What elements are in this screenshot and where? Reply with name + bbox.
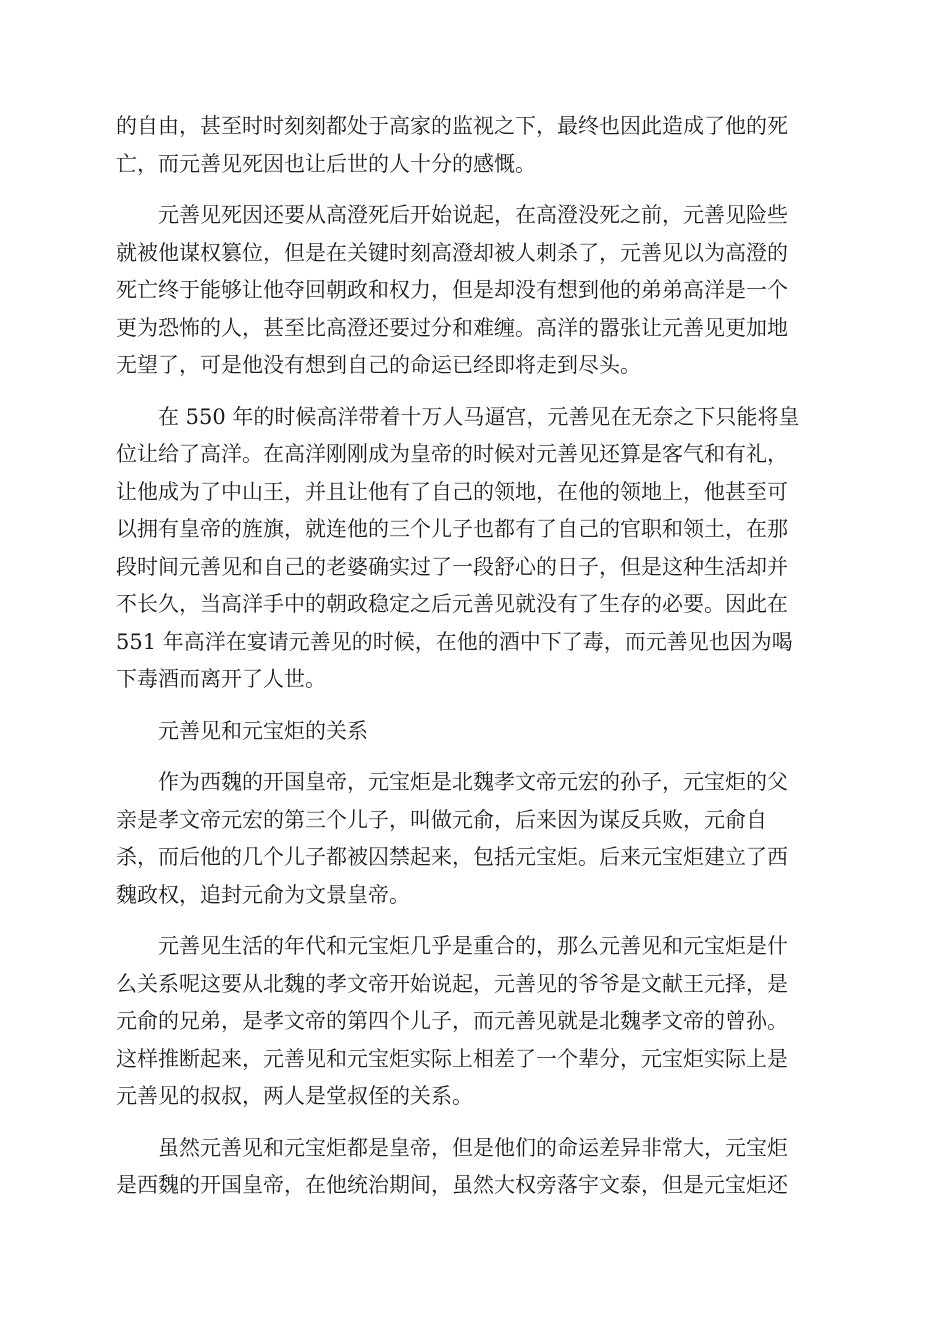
paragraph-gap [116,385,832,399]
text-line: 无望了，可是他没有想到自己的命运已经即将走到尽头。 [116,353,641,377]
paragraph-gap [116,750,832,764]
text-line: 元善见死因还要从高澄死后开始说起，在高澄没死之前，元善见险些 [116,203,788,227]
text-line: 么关系呢这要从北魏的孝文帝开始说起，元善见的爷爷是文献王元择，是 [116,971,788,996]
text-line: 是西魏的开国皇帝，在他统治期间，虽然大权旁落宇文泰，但是元宝炬还 [116,1173,788,1197]
text-line: 亲是孝文帝元宏的第三个儿子，叫做元俞，后来因为谋反兵败，元俞自 [116,807,767,832]
paragraph [116,108,832,183]
paragraph-gap [116,183,832,197]
text-line: 元俞的兄弟，是孝文帝的第四个儿子，而元善见就是北魏孝文帝的曾孙。 [116,1009,788,1033]
text-line: 的自由，甚至时时刻刻都处于高家的监视之下，最终也因此造成了他的死 [116,114,788,138]
text-line: 魏政权，追封元俞为文景皇帝。 [116,882,410,907]
text-line: 位让给了高洋。在高洋刚刚成为皇帝的时候对元善见还算是客气和有礼， [116,442,788,466]
text-line: 元善见生活的年代和元宝炬几乎是重合的，那么元善见和元宝炬是什 [116,934,788,958]
paragraph-gap [116,699,832,713]
text-line: 元善见的叔叔，两人是堂叔侄的关系。 [116,1084,473,1108]
text-line: 551 年高洋在宴请元善见的时候，在他的酒中下了毒，而元善见也因为喝 [116,629,793,654]
text-line: 下毒酒而离开了人世。 [116,667,326,691]
section-heading [116,713,832,751]
text-line: 亡，而元善见死因也让后世的人十分的感慨。 [116,151,536,176]
text-line: 在 550 年的时候高洋带着十万人马逼宫，元善见在无奈之下只能将皇 [116,404,800,429]
text-line: 这样推断起来，元善见和元宝炬实际上相差了一个辈分，元宝炬实际上是 [116,1046,788,1071]
paragraph [116,399,832,699]
text-line: 就被他谋权篡位，但是在关键时刻高澄却被人刺杀了，元善见以为高澄的 [116,240,788,265]
paragraph [116,764,832,914]
document-page [116,108,832,1205]
paragraph-gap [116,914,832,928]
text-line: 作为西魏的开国皇帝，元宝炬是北魏孝文帝元宏的孙子，元宝炬的父 [116,770,788,794]
text-line: 杀，而后他的几个儿子都被囚禁起来，包括元宝炬。后来元宝炬建立了西 [116,845,788,869]
text-line: 段时间元善见和自己的老婆确实过了一段舒心的日子，但是这种生活却并 [116,554,788,579]
text-line: 以拥有皇帝的旌旗，就连他的三个儿子也都有了自己的官职和领土，在那 [116,517,788,541]
text-line: 元善见和元宝炬的关系 [116,718,368,743]
paragraph [116,1130,832,1205]
paragraph-gap [116,1116,832,1130]
paragraph [116,928,832,1116]
text-line: 虽然元善见和元宝炬都是皇帝，但是他们的命运差异非常大，元宝炬 [116,1135,788,1160]
text-line: 让他成为了中山王，并且让他有了自己的领地，在他的领地上，他甚至可 [116,479,788,504]
text-line: 不长久，当高洋手中的朝政稳定之后元善见就没有了生存的必要。因此在 [116,592,788,616]
text-line: 死亡终于能够让他夺回朝政和权力，但是却没有想到他的弟弟高洋是一个 [116,278,788,302]
paragraph [116,197,832,385]
text-line: 更为恐怖的人，甚至比高澄还要过分和难缠。高洋的嚣张让元善见更加地 [116,315,788,340]
